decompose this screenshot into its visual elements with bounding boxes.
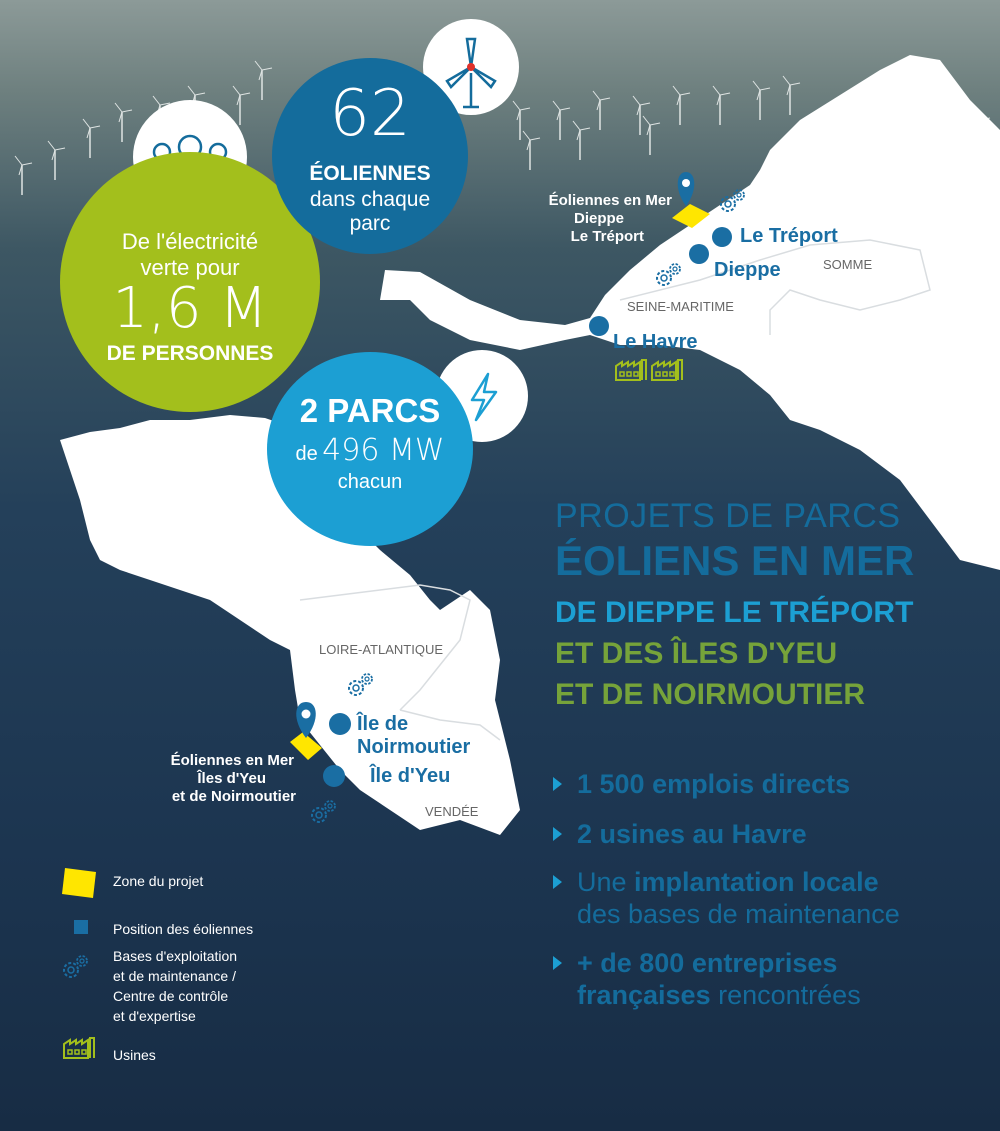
city-le-treport: Le Tréport — [740, 225, 838, 247]
bullet-jobs — [553, 768, 993, 802]
dept-loire-atlantique: LOIRE-ATLANTIQUE — [319, 642, 444, 657]
turbines-count: 62 — [329, 77, 411, 151]
parks-line2 — [267, 434, 473, 473]
gear-icon-south-2 — [312, 801, 335, 822]
legend-gear-icon — [64, 956, 87, 977]
legend-zone: Zone du projet — [113, 873, 204, 889]
position-havre — [589, 316, 609, 336]
bullet-arrow-icon — [553, 875, 562, 889]
energy-line2: verte pour — [140, 255, 240, 280]
parks-line1: 2 PARCS — [299, 392, 441, 429]
bullet-companies-normal: rencontrées — [718, 980, 861, 1010]
energy-line1: De l'électricité — [121, 229, 259, 254]
legend-position-icon — [74, 920, 88, 934]
project-south-line1: Éoliennes en Mer — [170, 752, 294, 769]
bullet-factories — [553, 818, 993, 852]
legend-factory-icon — [64, 1038, 94, 1058]
bullet-companies — [553, 947, 993, 1013]
legend-position: Position des éoliennes — [113, 921, 254, 937]
position-noirmoutier — [329, 713, 351, 735]
city-ile-de-noirmoutier-2: Noirmoutier — [357, 736, 471, 758]
title-line3: DE DIEPPE LE TRÉPORT — [555, 596, 914, 629]
city-ile-de-noirmoutier-1: Île de — [357, 713, 409, 735]
turbines-line2: dans chaque — [309, 188, 431, 211]
city-ile-d-yeu: Île d'Yeu — [370, 765, 451, 787]
legend-bases-3: Centre de contrôle — [113, 988, 229, 1004]
bullet-arrow-icon — [553, 827, 562, 841]
title-line5: ET DE NOIRMOUTIER — [555, 678, 866, 711]
project-north-line3: Le Tréport — [570, 228, 644, 245]
bullet-companies-bold-2: françaises — [577, 980, 711, 1010]
position-treport — [712, 227, 732, 247]
dept-somme: SOMME — [823, 257, 873, 272]
bullet-arrow-icon — [553, 777, 562, 791]
legend-bases-4: et d'expertise — [113, 1008, 196, 1024]
title-line2: ÉOLIENS EN MER — [555, 537, 915, 584]
parks-prefix: de — [295, 443, 318, 465]
stat-turbines — [272, 58, 468, 254]
factory-icon-1 — [616, 360, 646, 380]
bullet-jobs-text: 1 500 emplois directs — [577, 769, 851, 799]
bullet-local-line2: des bases de maintenance — [577, 899, 900, 929]
project-north-line1: Éoliennes en Mer — [548, 192, 672, 209]
legend-bases-1: Bases d'exploitation — [113, 948, 238, 964]
title-line1: PROJETS DE PARCS — [555, 497, 901, 535]
bullet-local-normal: Une — [577, 867, 627, 897]
dept-seine-maritime: SEINE-MARITIME — [627, 299, 734, 314]
bullet-factories-text: 2 usines au Havre — [577, 819, 807, 849]
energy-line3: DE PERSONNES — [106, 342, 274, 365]
dept-vendee: VENDÉE — [425, 804, 479, 819]
city-dieppe: Dieppe — [714, 259, 781, 281]
parks-line3: chacun — [337, 471, 403, 493]
project-south-line3: et de Noirmoutier — [171, 788, 296, 805]
turbines-line1: ÉOLIENNES — [309, 162, 431, 185]
project-south-line2: Îles d'Yeu — [197, 770, 266, 787]
position-yeu — [323, 765, 345, 787]
city-le-havre: Le Havre — [613, 331, 698, 353]
turbines-line3: parc — [349, 212, 391, 235]
stat-parks — [267, 352, 473, 546]
factory-icon-2 — [652, 360, 682, 380]
legend-bases-2: et de maintenance / — [113, 968, 236, 984]
energy-number: 1,6 M — [112, 276, 268, 341]
pin-icon-north — [678, 172, 695, 206]
position-dieppe — [689, 244, 709, 264]
bullet-local — [553, 866, 993, 932]
bullet-arrow-icon — [553, 956, 562, 970]
legend-usines: Usines — [113, 1047, 156, 1063]
title-line4: ET DES ÎLES D'YEU — [555, 637, 838, 670]
bullet-companies-bold-1: + de 800 entreprises — [577, 948, 838, 978]
legend-zone-icon — [62, 868, 96, 898]
parks-power: 496 MW — [322, 433, 445, 468]
bullet-local-bold: implantation locale — [634, 867, 879, 897]
project-north-line2: Dieppe — [573, 210, 624, 227]
